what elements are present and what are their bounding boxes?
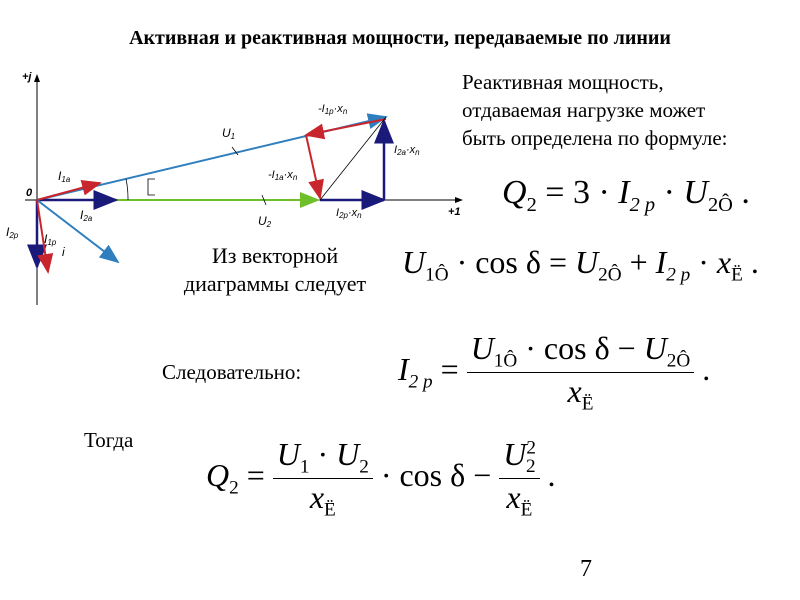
axis-j-label: +j xyxy=(22,71,32,83)
reactive-text-line-1: Реактивная мощность, xyxy=(462,70,664,94)
consequently-label: Следовательно: xyxy=(162,360,302,384)
label-i2p: I2p xyxy=(6,225,19,240)
vector-diagram-text xyxy=(160,242,390,298)
label-u1: U1 xyxy=(222,126,236,141)
label-i2p-xn: I2p·xn xyxy=(336,207,362,220)
angle-bracket xyxy=(148,179,155,195)
axis-one-label: +1 xyxy=(448,206,461,218)
page-number: 7 xyxy=(580,556,592,582)
slide-title: Активная и реактивная мощности, передаваемые по линии xyxy=(129,27,671,49)
label-i2a-xn: I2a·xn xyxy=(394,144,420,157)
formula-q2: $Q_2 = 3 \cdot I_{2 p} \cdot U_{2Ô}$ . xyxy=(502,174,750,216)
vector-i1a-xn xyxy=(306,135,320,198)
label-i1p-xn: -I1p·xn xyxy=(318,103,348,116)
vector-i xyxy=(37,200,118,262)
label-i1p: I1p xyxy=(44,232,57,247)
vector-text-line-1: Из векторной xyxy=(211,243,339,268)
angle-arc xyxy=(126,179,128,200)
label-u2: U2 xyxy=(258,214,272,229)
formula-u1-cos: $U_{1Ô} \cdot \cos \delta = U_{2Ô} + I_{2 p} \cdot x_Ë$ . xyxy=(402,244,759,286)
label-i1a: I1a xyxy=(58,169,71,184)
reactive-text-line-2: отдаваемая нагрузке может xyxy=(462,98,706,122)
label-i2a: I2a xyxy=(80,208,93,223)
formula-i2p: $I_{2 p}$ = $\frac{U_{1Ô} \cdot \cos \delta - U_{2Ô}}{x_Ë}$ . xyxy=(398,330,711,415)
origin-label: 0 xyxy=(26,187,33,199)
fraction-u2-squared: $\frac{U^2_2}{x_Ë}$ xyxy=(499,436,539,522)
label-i: i xyxy=(62,245,65,259)
vector-i1a xyxy=(37,183,100,200)
formula-q2-final: $Q_2$ = $\frac{U_1 \cdot U_2}{x_Ë}$ · cos δ − $\frac{U^2_2}{x_Ë}$ . xyxy=(206,436,556,521)
fraction-i2p: $\frac{U_{1Ô} \cdot \cos \delta - U_{2Ô}}{x_Ë}$ xyxy=(467,330,695,416)
label-i1a-xn: -I1a·xn xyxy=(268,169,298,182)
then-label: Тогда xyxy=(84,428,134,452)
vector-text-line-2: диаграммы следует xyxy=(183,271,367,296)
fraction-u1-u2: $\frac{U_1 \cdot U_2}{x_Ë}$ xyxy=(273,436,373,522)
reactive-power-text xyxy=(462,68,782,152)
reactive-text-line-3: быть определена по формуле: xyxy=(462,126,728,150)
